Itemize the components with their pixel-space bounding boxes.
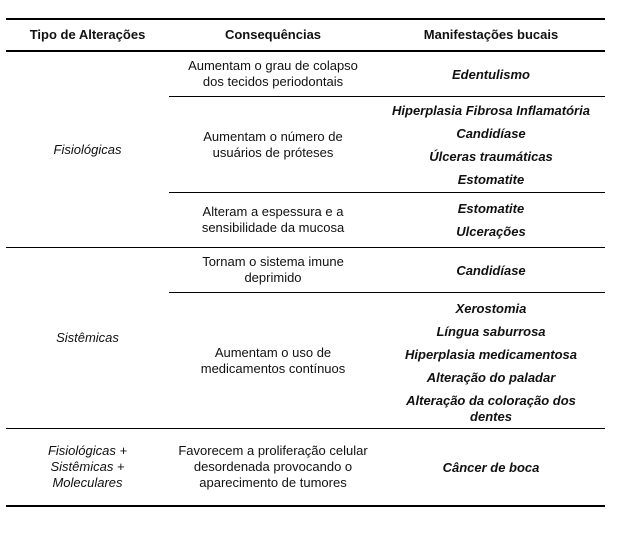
manifestations-cell (377, 248, 605, 292)
manifestations-cell (377, 193, 605, 247)
manifestation: Candidíase (456, 125, 526, 141)
consequence-cell (169, 293, 377, 428)
manifestation: Candidíase (456, 262, 526, 278)
table-bottom-rule (6, 505, 605, 507)
consequence-text: Aumentam o uso de medicamentos contínuos (200, 344, 346, 376)
manifestation: Estomatite (457, 171, 525, 187)
manifestations-cell (377, 429, 605, 505)
manifestation: Edentulismo (451, 66, 530, 82)
consequence-cell (169, 52, 377, 96)
header-consequencias: Consequências (224, 27, 322, 42)
consequence-cell (169, 429, 377, 505)
manifestation: Úlceras traumáticas (429, 148, 553, 164)
manifestations-cell (377, 52, 605, 96)
manifestation: Hiperplasia Fibrosa Inflamatória (392, 102, 590, 118)
manifestation: Língua saburrosa (436, 323, 546, 339)
consequence-text: Alteram a espessura e a sensibilidade da mucosa (201, 204, 345, 235)
consequence-text: Aumentam o número de usuários de próteses (203, 128, 343, 160)
type-combinada (6, 429, 169, 505)
manifestation: Alteração do paladar (426, 369, 556, 385)
consequence-text: Favorecem a proliferação celular desordenada provocando o aparecimento de tumores (178, 443, 368, 490)
manifestations-cell (377, 293, 605, 428)
consequence-cell (169, 193, 377, 247)
type-combinada-text: Fisiológicas + Sistêmicas + Moleculares (47, 443, 128, 490)
manifestation: Xerostomia (455, 300, 527, 316)
consequence-text: Tornam o sistema imune deprimido (202, 254, 344, 285)
consequence-text: Aumentam o grau de colapso dos tecidos periodontais (188, 58, 358, 89)
consequence-cell (169, 97, 377, 192)
manifestation: Estomatite (457, 201, 525, 216)
manifestation: Alteração da coloração dos dentes (406, 392, 576, 424)
consequence-cell (169, 248, 377, 292)
type-fisiologicas: Fisiológicas (53, 142, 122, 157)
header-tipo: Tipo de Alterações (29, 27, 146, 42)
manifestations-cell (377, 97, 605, 192)
header-manifestacoes: Manifestações bucais (423, 27, 559, 42)
alterations-table (6, 18, 605, 507)
manifestation: Câncer de boca (442, 459, 540, 475)
type-sistemicas: Sistêmicas (56, 330, 119, 345)
manifestation: Ulcerações (456, 224, 526, 239)
manifestation: Hiperplasia medicamentosa (405, 346, 577, 362)
